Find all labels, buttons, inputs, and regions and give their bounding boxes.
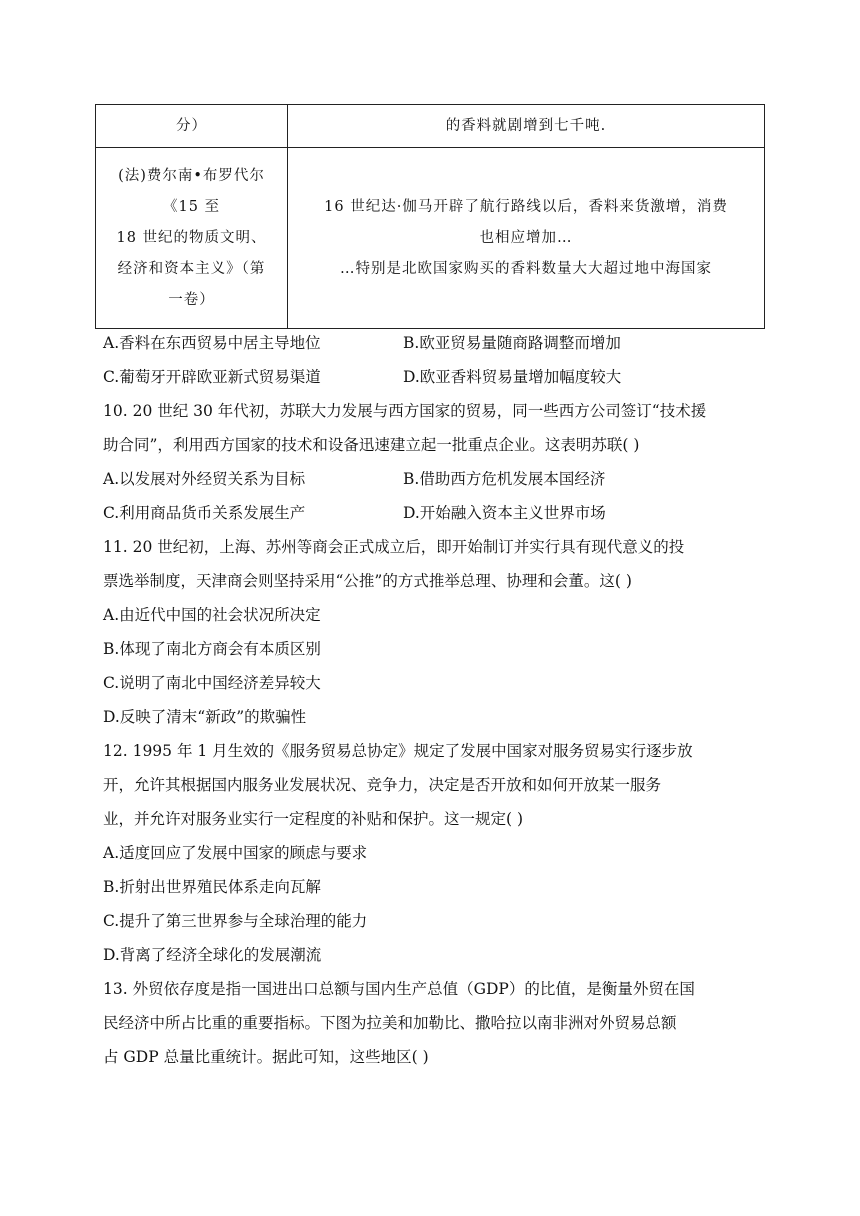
q12-option-d[interactable]: D.背离了经济全球化的发展潮流 [103,946,322,964]
q12-stem-line: 12. 1995 年 1 月生效的《服务贸易总协定》规定了发展中国家对服务贸易实行逐步放 [103,742,693,760]
q9-option-a[interactable]: A.香料在东西贸易中居主导地位 [103,334,321,352]
q13-stem-line: 13. 外贸依存度是指一国进出口总额与国内生产总值（GDP）的比值，是衡量外贸在国 [103,980,695,998]
q9-option-d[interactable]: D.欧亚香料贸易量增加幅度较大 [403,368,622,386]
source-line: 《15 至 [162,198,221,215]
q10-stem-line: 助合同”，利用西方国家的技术和设备迅速建立起一批重点企业。这表明苏联( ) [103,436,640,454]
q9-option-c[interactable]: C.葡萄牙开辟欧亚新式贸易渠道 [103,368,321,386]
source-table [95,104,765,329]
table-cell-content: 的香料就剧增到七千吨. [288,105,765,148]
q12-stem-line: 业，并允许对服务业实行一定程度的补贴和保护。这一规定( ) [103,810,524,828]
q10-option-a[interactable]: A.以发展对外经贸关系为目标 [103,470,306,488]
q10-option-b[interactable]: B.借助西方危机发展本国经济 [403,470,606,488]
q11-stem-line: 11. 20 世纪初，上海、苏州等商会正式成立后，即开始制订并实行具有现代意义的投 [103,538,685,556]
q11-option-b[interactable]: B.体现了南北方商会有本质区别 [103,640,321,658]
q12-option-c[interactable]: C.提升了第三世界参与全球治理的能力 [103,912,368,930]
q10-option-c[interactable]: C.利用商品货币关系发展生产 [103,504,306,522]
table-row [96,148,765,329]
source-line: (法)费尔南•布罗代尔 [118,167,265,184]
q12-option-a[interactable]: A.适度回应了发展中国家的顾虑与要求 [103,844,368,862]
q11-stem-line: 票选举制度，天津商会则坚持采用“公推”的方式推举总理、协理和会董。这( ) [103,572,632,590]
q13-stem-line: 占 GDP 总量比重统计。据此可知，这些地区( ) [103,1048,429,1066]
source-line: 18 世纪的物质文明、 [116,229,267,246]
table-cell-source [96,148,288,329]
table-cell-content [288,148,765,329]
q11-option-d[interactable]: D.反映了清末“新政”的欺骗性 [103,708,307,726]
content-line: 也相应增加… [479,229,573,246]
table-row [96,105,765,148]
q11-option-c[interactable]: C.说明了南北中国经济差异较大 [103,674,321,692]
q10-stem-line: 10. 20 世纪 30 年代初，苏联大力发展与西方国家的贸易，同一些西方公司签订“技术援 [103,402,707,420]
content-line: 16 世纪达·伽马开辟了航行路线以后，香料来货激增，消费 [324,198,728,215]
q12-option-b[interactable]: B.折射出世界殖民体系走向瓦解 [103,878,321,896]
q10-option-d[interactable]: D.开始融入资本主义世界市场 [403,504,606,522]
q9-option-b[interactable]: B.欧亚贸易量随商路调整而增加 [403,334,621,352]
source-line: 一卷） [168,291,215,308]
content-line: …特别是北欧国家购买的香料数量大大超过地中海国家 [340,260,712,277]
table-cell-source: 分） [96,105,288,148]
q12-stem-line: 开，允许其根据国内服务业发展状况、竞争力，决定是否开放和如何开放某一服务 [103,776,662,794]
source-line: 经济和资本主义》（第 [117,260,266,277]
q13-stem-line: 民经济中所占比重的重要指标。下图为拉美和加勒比、撒哈拉以南非洲对外贸易总额 [103,1014,677,1032]
q11-option-a[interactable]: A.由近代中国的社会状况所决定 [103,606,321,624]
